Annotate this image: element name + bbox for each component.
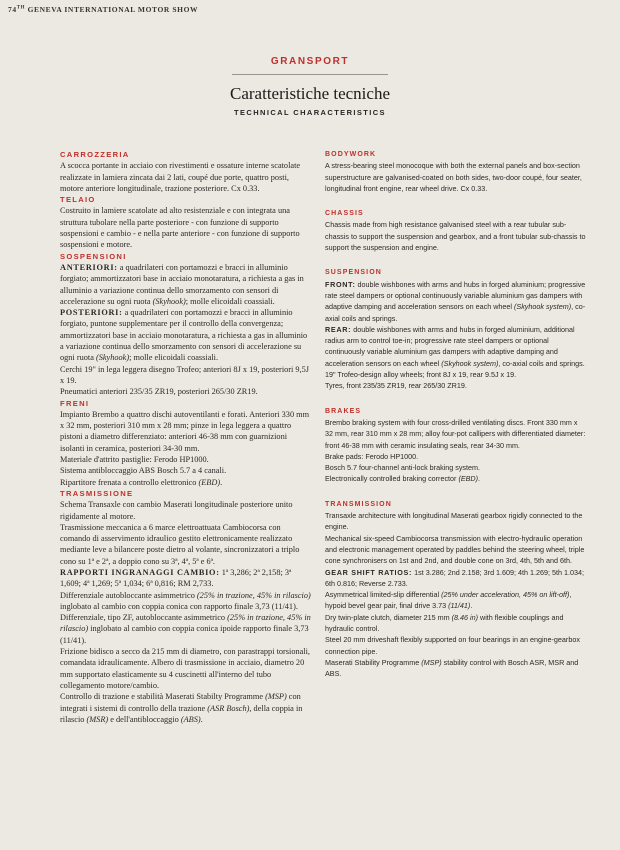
abs-text: Sistema antibloccaggio ABS Bosch 5.7 a 4 canali.: [60, 466, 227, 476]
asym-end: .: [470, 601, 473, 611]
pastiglie-text: Materiale d'attrito pastiglie: Ferodo HP1000.: [60, 455, 209, 465]
front-text: [325, 279, 587, 324]
transmission-text-1: Transaxle architecture with longitudinal Maserati gearbox rigidly connected to the engine.: [325, 511, 583, 532]
asr-abbr: (ASR Bosch): [207, 703, 250, 713]
rear-end: , co-axial coils and springs.: [498, 358, 585, 368]
trasmissione-text-1: Schema Transaxle con cambio Maserati longitudinale posteriore unito rigidamente al motore.: [60, 500, 293, 521]
tyres-text: Tyres, front 235/35 ZR19, rear 265/30 ZR19.: [325, 381, 467, 391]
driveshaft-text: Steel 20 mm driveshaft flexibly supported on four bearings in an engine-gearbox connection pipe.: [325, 635, 580, 656]
asym-percent: (25% under acceleration, 45% on lift-off): [441, 590, 570, 600]
rapporti-values: 1ª 3,286; 2ª 2,158; 3ª 1,609; 4ª 1,269; 5ª 1,034; 6ª 0,816; RM 2,733.: [60, 567, 292, 589]
page-title: Caratteristiche tecniche: [230, 84, 390, 103]
section-heading-bodywork: BODYWORK: [325, 151, 377, 158]
differential-text: [325, 589, 587, 612]
trasmissione-text-2: Trasmissione meccanica a 6 marce elettroattuata Cambiocorsa con comando di asservimento idraulico gestito elettronicamente realizzato mediante leve a bilancere poste dietro al volante, sincronizzatori a triplo cono su 1ª e 2ª, a doppio cono su 3ª, 4ª, 5ª e 6ª.: [60, 522, 300, 566]
msp-abbr: (MSP): [265, 692, 287, 702]
zf-body: Differenziale, tipo ZF, autobloccante asimmetrico: [60, 613, 228, 623]
front-body: double wishbones with arms and hubs in forged aluminium; progressive rate steel dampers or optional continuously variable aluminium gas dampers with adaptive damping and acceleration sensors on each wheel: [325, 279, 586, 312]
posteriori-body: a quadrilateri con portamozzi e bracci in alluminio forgiato, puntone supplementare per il controllo della convergenza; ammortizzatori base in acciaio monotaratura, a richiesta a gas in alluminio a variazione continua dello smorzamento con sensori di accelerazione su ogni ruota: [60, 308, 308, 363]
section-heading-chassis: CHASSIS: [325, 210, 364, 218]
cerchi-text: Cerchi 19" in lega leggera disegno Trofeo; anteriori 8J x 19, posteriori 9,5J x 19.: [60, 364, 310, 385]
italian-column: [60, 149, 312, 725]
divider: [232, 74, 388, 75]
english-column: [325, 149, 587, 679]
page-number-suffix: TH: [16, 5, 26, 11]
brand-heading: GRANSPORT: [270, 56, 350, 67]
bodywork-text: A stress-bearing steel monocoque with both the external panels and box-section superstructure are galvanised-coated on both sides, two-door coupé, four seater, longitudinal front engine, rear wheel drive. Cx 0.33.: [325, 161, 582, 193]
freni-text: Impianto Brembo a quattro dischi autoventilanti e forati. Anteriori 330 mm x 32 mm, posteriori 310 mm x 28 mm; pinze in lega leggera a quattro pistoni a diametro differenziato: anteriori 46-38 mm con guarnizioni isolanti in ceramica, posteriori 34-30 mm.: [60, 409, 310, 453]
clutch-body: Dry twin-plate clutch, diameter 215 mm: [325, 612, 452, 622]
abs-abbr: (ABS): [180, 714, 201, 724]
msr-abbr: (MSR): [86, 714, 109, 724]
msp-body-3: , della coppia in rilascio: [60, 703, 303, 724]
msp-body-1: Controllo di trazione e stabilità Maserati Stabilty Programme: [60, 692, 266, 702]
clutch-text: [325, 612, 587, 635]
gear-ratios-values: 1st 3.286; 2nd 2.158; 3rd 1.609; 4th 1.269; 5th 1.034; 6th 0.816; Reverse 2.733.: [325, 567, 584, 588]
rapporti-text: [60, 567, 312, 590]
asym-ratio: (11/41): [448, 601, 471, 611]
section-heading-freni: FRENI: [60, 398, 90, 408]
diff-end: inglobato al cambio con coppia conica con rapporto finale 3,73 (11/41).: [60, 601, 298, 611]
event-name: GENEVA INTERNATIONAL MOTOR SHOW: [27, 5, 199, 14]
ebd-end: .: [220, 477, 223, 487]
section-heading-transmission: TRANSMISSION: [325, 500, 392, 508]
rear-body: double wishbones with arms and hubs in forged aluminium, additional radius arm to control toe-in; progressive rate steel dampers or optional continuously variable aluminium gas dampers with adaptive damping and acceleration sensors on each wheel: [325, 324, 575, 368]
msp-en-abbr: (MSP): [421, 657, 442, 667]
differenziale-text: [60, 590, 312, 613]
anteriori-label: ANTERIORI:: [60, 262, 118, 272]
ebd-abbr: (EBD): [198, 477, 221, 487]
ebd-en-body: Electronically controlled braking corrector: [325, 474, 459, 484]
pads-text: Brake pads: Ferodo HP1000.: [325, 451, 419, 461]
diff-percent: (25% in trazione, 45% in rilascio): [196, 590, 311, 600]
msp-body-2: con integrati i sistemi di controllo della trazione: [60, 692, 301, 713]
ebd-text: [60, 477, 312, 488]
anteriori-end: ; molle elicoidali coassiali.: [185, 296, 275, 306]
page-header: [8, 5, 198, 14]
front-label: FRONT:: [325, 279, 356, 289]
msp-en-body: Maserati Stability Programme: [325, 657, 422, 667]
msp-body-4: e dell'antibloccaggio: [108, 714, 181, 724]
brakes-text: Brembo braking system with four cross-drilled ventilating discs. Front 330 mm x 32 mm, rear 310 mm x 28 mm; alloy four-pot callipers with differentiated diameter: front 46-38 mm with ceramic insulating seals, rear 34-30 mm.: [325, 417, 586, 450]
msp-en-text: [325, 657, 587, 680]
posteriori-end: ; molle elicoidali coassiali.: [129, 353, 219, 363]
chassis-text: Chassis made from high resistance galvanised steel with a rear tubular sub-chassis to support the suspension and gearbox, and a front tubular sub-chassis to support the suspension and engine.: [325, 220, 586, 253]
pneumatici-text: Pneumatici anteriori 235/35 ZR19, posteriori 265/30 ZR19.: [60, 387, 258, 397]
rapporti-label: RAPPORTI INGRANAGGI CAMBIO:: [60, 567, 220, 577]
page-number: 74: [8, 5, 17, 14]
wheels-text: 19" Trofeo-design alloy wheels; front 8J x 19, rear 9.5J x 19.: [325, 370, 517, 380]
page-subtitle: TECHNICAL CHARACTERISTICS: [234, 108, 386, 117]
section-heading-brakes: BRAKES: [325, 407, 362, 415]
front-end: , co-axial coils and springs.: [325, 302, 586, 323]
frizione-text: Frizione bidisco a secco da 215 mm di diametro, con parastrappi torsionali, comandata idraulicamente. Albero di trasmissione in acciaio, diametro 20 mm supportato elasticamente su 4 cuscinetti all'interno del tubo collegamento motore/cambio.: [60, 647, 310, 690]
asym-body-2: , hypoid bevel gear pair, final drive 3.73: [325, 590, 572, 611]
section-heading-trasmissione: TRASMISSIONE: [60, 488, 134, 498]
posteriori-label: POSTERIORI:: [60, 308, 123, 318]
gear-ratios-text: [325, 567, 587, 590]
section-heading-suspension: SUSPENSION: [325, 269, 382, 277]
posteriori-skyhook: (Skyhook): [95, 353, 130, 363]
ebd-en-abbr: (EBD): [458, 474, 479, 484]
rear-skyhook: (Skyhook system): [441, 358, 499, 368]
ebd-en-text: [325, 473, 587, 484]
section-heading-sospensioni: SOSPENSIONI: [60, 251, 127, 261]
zf-percent: (25% in trazione, 45% in rilascio): [60, 613, 311, 634]
front-skyhook: (Skyhook system): [514, 302, 572, 312]
msp-text: [60, 691, 312, 725]
carrozzeria-text: A scocca portante in acciaio con rivestimenti e ossature interne scatolate realizzate in lamiera zincata dai 2 lati, coupé due porte, quattro posti, motore anteriore longitudinale, trazione posteriore. Cx 0.33.: [60, 161, 301, 193]
transmission-text-2: Mechanical six-speed Cambiocorsa transmission with electro-hydraulic operation and electronic management operated by paddles behind the steering wheel, triple cone synchronisers on 1st and 2nd, and double cone on 3rd, 4th, 5th and 6th.: [325, 533, 585, 566]
rear-text: [325, 324, 587, 369]
section-heading-carrozzeria: CARROZZERIA: [60, 150, 130, 159]
gear-ratios-label: GEAR SHIFT RATIOS:: [325, 567, 413, 577]
msp-end: .: [200, 714, 203, 724]
asym-body: Asymmetrical limited-slip differential: [325, 590, 442, 600]
ebd-en-end: .: [478, 474, 481, 484]
anteriori-body: a quadrilateri con portamozzi e bracci in alluminio forgiato; ammortizzatori base in acciaio monotaratura, a richiesta a gas in alluminio a variazione continua dello smorzamento con sensori di accelerazione su ogni ruota: [60, 262, 304, 306]
section-heading-telaio: TELAIO: [60, 195, 96, 205]
ebd-body: Ripartitore frenata a controllo elettronico: [60, 477, 199, 487]
diff-body: Differenziale autobloccante asimmetrico: [60, 590, 197, 600]
anteriori-skyhook: (Skyhook): [152, 296, 186, 306]
telaio-text: Costruito in lamiere scatolate ad alto resistenziale e con integrata una struttura tubolare nella parte posteriore - con funzione di supporto sospensioni e cambio - e nella parte anteriore - con funzione di supporto sospensioni e motore.: [60, 206, 300, 250]
abs-en-text: Bosch 5.7 four-channel anti-lock braking system.: [325, 463, 481, 473]
zf-text: [60, 612, 312, 646]
clutch-end: with flexible couplings and hydraulic control.: [325, 612, 564, 633]
anteriori-text: [60, 262, 312, 307]
msp-en-end: stability control with Bosch ASR, MSR and ABS.: [325, 657, 579, 679]
posteriori-text: [60, 307, 312, 363]
clutch-inches: (8.46 in): [451, 612, 478, 622]
rear-label: REAR:: [325, 324, 352, 334]
zf-end: inglobato al cambio con coppia conica ipoide rapporto finale 3,73 (11/41).: [60, 624, 309, 645]
